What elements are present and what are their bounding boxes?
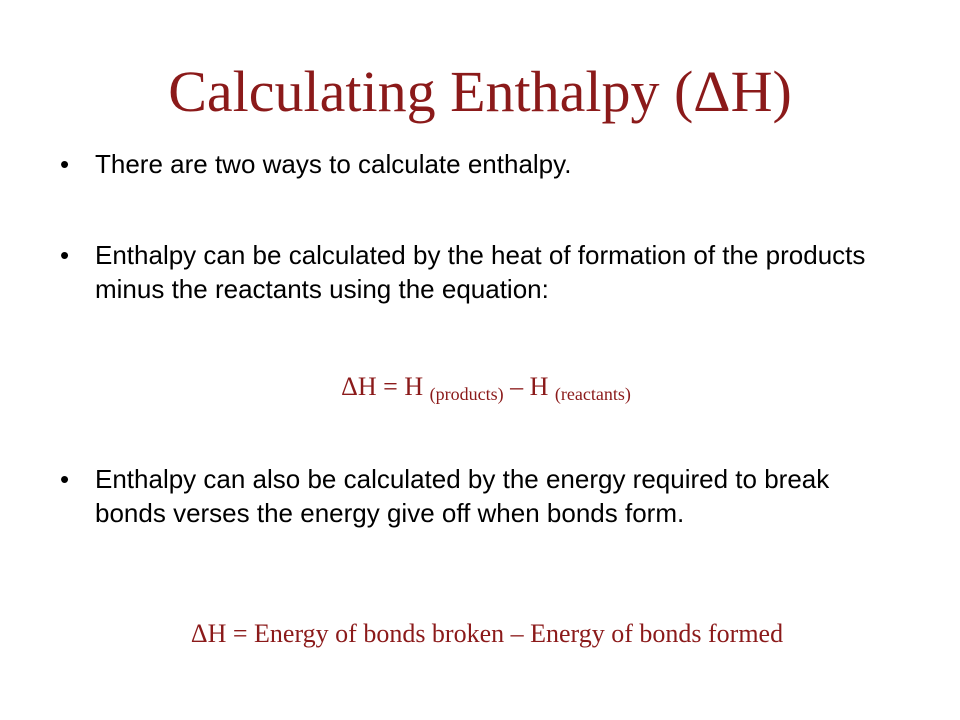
equation-subscript-products: (products) [429,384,504,404]
bullet-item [60,147,880,181]
bond-energy-equation: ΔH = Energy of bonds broken – Energy of bonds formed [190,619,784,648]
bullet-marker: • [60,464,70,494]
equation-minus-term: – H [510,372,549,401]
bullet-marker: • [60,149,70,179]
slide-title: Calculating Enthalpy (ΔH) [168,59,792,124]
formation-equation [0,370,960,406]
bullet-text: Enthalpy can also be calculated by the energy required to break bonds verses the energy give off when bonds form. [95,464,830,528]
bullet-text: Enthalpy can be calculated by the heat of formation of the products minus the reactants using the equation: [95,240,866,304]
bullet-marker: • [60,240,70,270]
bullet-item [60,238,880,306]
equation-subscript-reactants: (reactants) [554,384,631,404]
equation-lhs: ΔH = H [341,372,424,401]
bullet-item [60,462,880,530]
bullet-text: There are two ways to calculate enthalpy. [95,149,572,179]
